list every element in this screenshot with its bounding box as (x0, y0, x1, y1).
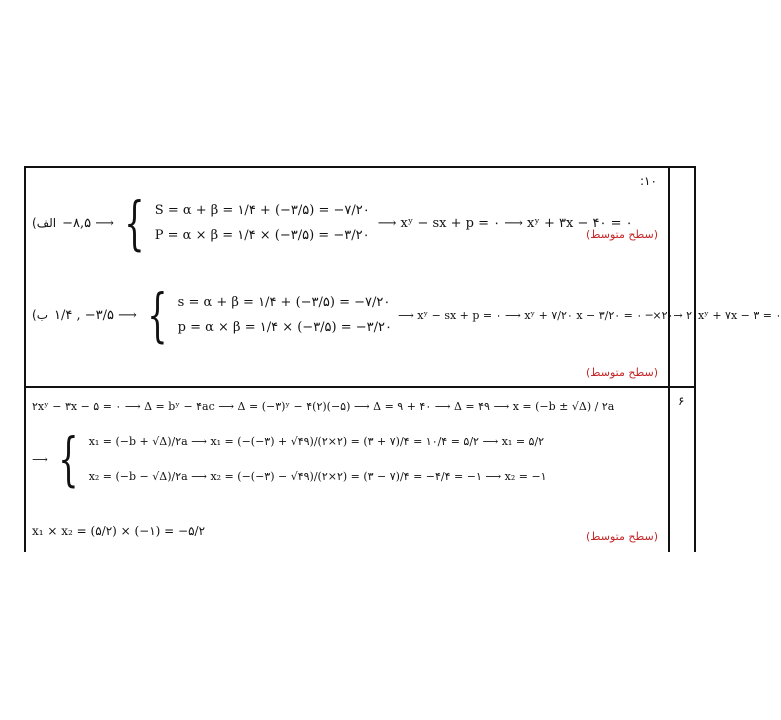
roots-system (32, 425, 547, 493)
part-a-result: ⟶ xʸ − sx + p = ۰ ⟶ xʸ + ۳x − ۴۰ = ۰ (377, 215, 633, 231)
part-b-label: (ب (32, 308, 48, 322)
part-b-product: p = α × β = ۱/۴ × (−۳/۵) = −۳/۲۰ (177, 320, 392, 335)
number-column-divider (668, 168, 670, 552)
brace-icon: { (147, 281, 168, 349)
answer-sheet (24, 166, 781, 552)
part-a-sum: S = α + β = ۱/۴ + (−۳/۵) = −۷/۲۰ (154, 203, 370, 218)
part-b-system (178, 295, 392, 335)
level-badge-a: (سطح متوسط) (586, 228, 658, 241)
part-a-label: (الف (32, 216, 57, 230)
part-b-roots: ۱/۴ , −۳/۵ ⟶ (53, 307, 137, 323)
level-badge-c: (سطح متوسط) (586, 530, 658, 543)
level-badge-b: (سطح متوسط) (586, 366, 658, 379)
arrow-icon: ⟶ (32, 452, 48, 466)
part-b-result: ⟶ xʸ − sx + p = ۰ ⟶ xʸ + ۷/۲۰ x − ۳/۲۰ = ۰ ─×۲۰→ ۲۰xʸ + ۷x − ۳ = ۰ (398, 308, 781, 322)
part-b-solution (32, 281, 781, 349)
question-number-10: :۱۰ (640, 174, 657, 188)
part-b-sum: s = α + β = ۱/۴ + (−۳/۵) = −۷/۲۰ (177, 295, 391, 310)
part-a-system (155, 203, 370, 243)
part-a-solution (32, 189, 633, 257)
brace-icon: { (58, 425, 79, 493)
root-x2: x₂ = (−b − √Δ)/۲a ⟶ x₂ = (−(−۳) − √۴۹)/(۲×۲) = (۳ − ۷)/۴ = −۴/۴ = −۱ ⟶ x₂ = −۱ (88, 470, 547, 483)
part-a-roots: −۸,۵ ⟶ (62, 215, 114, 231)
brace-icon: { (124, 189, 145, 257)
roots-product: x₁ × x₂ = (۵/۲) × (−۱) = −۵/۲ (32, 524, 206, 538)
root-x1: x₁ = (−b + √Δ)/۲a ⟶ x₁ = (−(−۳) + √۴۹)/(۲×۲) = (۳ + ۷)/۴ = ۱۰/۴ = ۵/۲ ⟶ x₁ = ۵/۲ (88, 435, 545, 448)
question-number-11: ۶ (678, 394, 685, 408)
part-a-product: P = α × β = ۱/۴ × (−۳/۵) = −۳/۲۰ (154, 228, 370, 243)
row-divider (26, 386, 694, 388)
roots-equations (89, 435, 547, 483)
delta-line: ۲xʸ − ۳x − ۵ = ۰ ⟶ Δ = bʸ − ۴ac ⟶ Δ = (−۳)ʸ − ۴(۲)(−۵) ⟶ Δ = ۹ + ۴۰ ⟶ Δ = ۴۹ ⟶ x = (−b ± √Δ) / ۲a (32, 400, 615, 413)
